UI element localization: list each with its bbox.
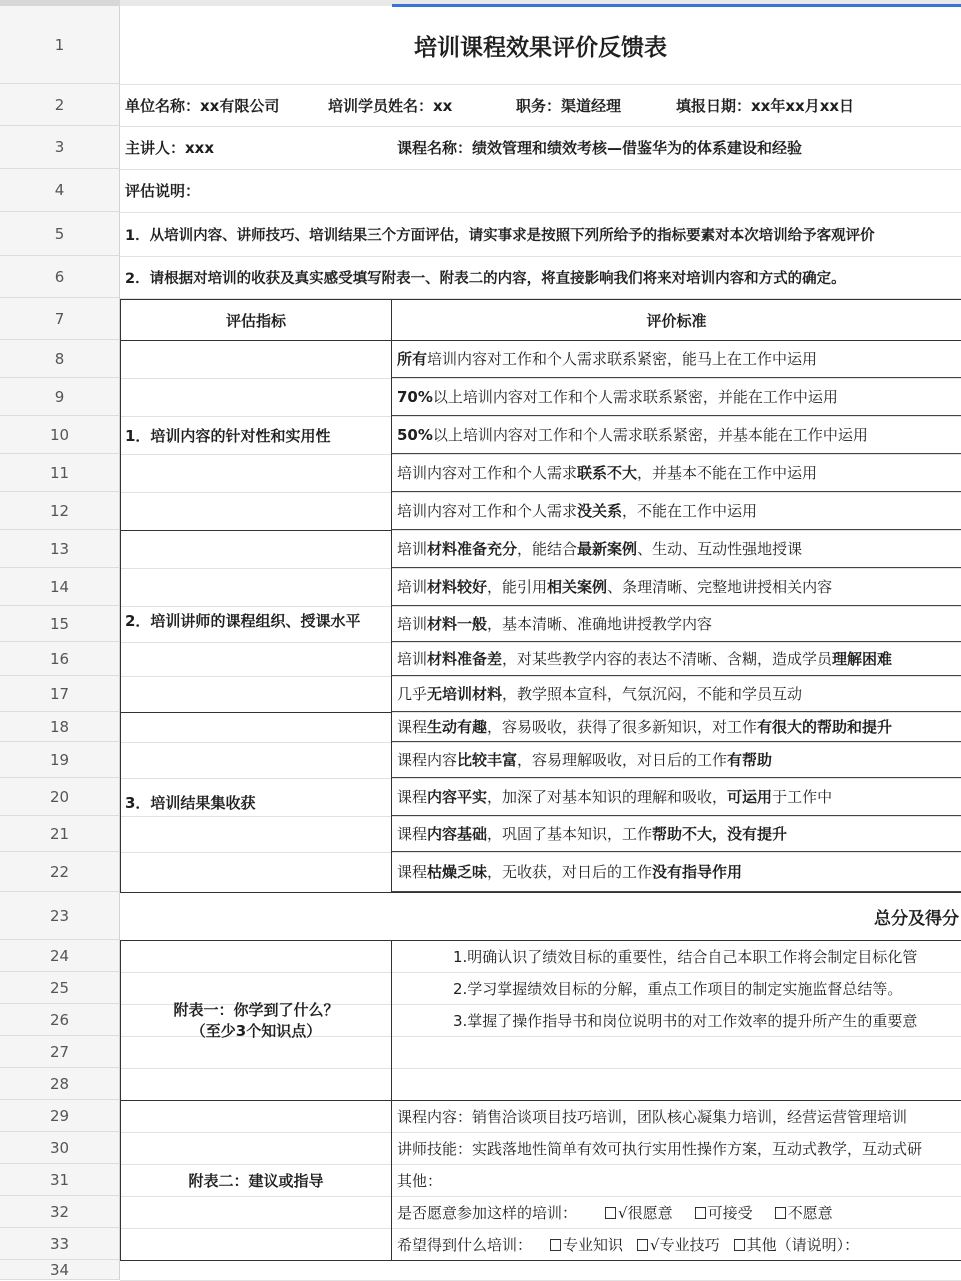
lecturer-skill-suggestion[interactable]: 讲师技能：实践落地性简单有效可执行实用性操作方案，互动式教学，互动式研 <box>397 1139 923 1158</box>
criteria-text: 50% <box>397 425 433 444</box>
row-header[interactable]: 30 <box>0 1132 120 1164</box>
criteria-cell[interactable] <box>392 816 961 852</box>
trainee-name[interactable]: 培训学员姓名：xx <box>328 96 453 115</box>
criteria-text: 课程 <box>397 863 428 881</box>
appendix-1-item-4[interactable] <box>392 1036 961 1068</box>
hope-option-1[interactable] <box>550 1234 623 1255</box>
appendix-1-title-line2: （至少3个知识点） <box>190 1022 322 1040</box>
table-border <box>120 940 961 941</box>
criteria-header: 评价标准 <box>646 311 707 330</box>
table-border <box>120 1100 961 1101</box>
criteria-text: ，容易吸收，获得了很多新知识，对工作 <box>487 718 758 736</box>
appendix-1-item-2[interactable]: 2.学习掌握绩效目标的分解，重点工作项目的制定实施监督总结等。 <box>453 979 903 998</box>
table-border <box>120 892 961 893</box>
criteria-text: 内容基础 <box>427 825 488 843</box>
criteria-cell[interactable] <box>392 606 961 642</box>
appendix-1-title[interactable] <box>120 940 392 1100</box>
row-header[interactable]: 10 <box>0 416 120 454</box>
other-suggestion[interactable]: 其他： <box>397 1171 443 1190</box>
table-border <box>120 530 392 531</box>
criteria-text: 生动有趣 <box>427 718 488 736</box>
table-border-top <box>120 299 961 300</box>
row-header[interactable]: 13 <box>0 530 120 568</box>
criteria-cell[interactable] <box>392 378 961 416</box>
criteria-text: 几乎 <box>397 685 428 703</box>
willing-row[interactable] <box>397 1196 961 1228</box>
hope-option-3[interactable] <box>734 1234 860 1255</box>
criteria-text: ，能结合 <box>517 540 578 558</box>
indicator-header: 评估指标 <box>225 311 286 330</box>
checkbox-icon <box>734 1239 745 1251</box>
criteria-text: 材料准备差 <box>427 650 503 668</box>
criteria-text: ，基本清晰、准确地讲授教学内容 <box>487 615 713 633</box>
row-header[interactable]: 1 <box>0 6 120 84</box>
row-header[interactable]: 4 <box>0 169 120 212</box>
criteria-cell[interactable] <box>392 416 961 454</box>
criteria-text: 以上培训内容对工作和个人需求联系紧密，并能在工作中运用 <box>432 388 838 406</box>
row-header[interactable]: 31 <box>0 1164 120 1196</box>
criteria-text: 培训内容对工作和个人需求 <box>397 464 578 482</box>
checkbox-icon <box>550 1239 561 1251</box>
criteria-cell[interactable] <box>392 568 961 606</box>
instructions-heading: 评估说明： <box>125 182 201 200</box>
row-header[interactable]: 18 <box>0 712 120 742</box>
hope-option-2-label: √专业技巧 <box>650 1235 720 1254</box>
criteria-text: 相关案例 <box>547 578 608 596</box>
criteria-cell[interactable] <box>392 778 961 816</box>
willing-option-1[interactable] <box>605 1202 673 1223</box>
row-header[interactable]: 19 <box>0 742 120 778</box>
criteria-text: 帮助不大，没有提升 <box>652 825 788 843</box>
row-header[interactable]: 14 <box>0 568 120 606</box>
criteria-text: ，加深了对基本知识的理解和吸收， <box>487 788 728 806</box>
course-name[interactable]: 课程名称：绩效管理和绩效考核—借鉴华为的体系建设和经验 <box>397 139 803 157</box>
appendix-2-title[interactable]: 附表二：建议或指导 <box>188 1171 324 1190</box>
table-border <box>120 712 392 713</box>
table-border-mid <box>391 940 392 1261</box>
criteria-cell[interactable] <box>392 642 961 676</box>
checkbox-icon <box>637 1239 648 1251</box>
criteria-text: 于工作中 <box>772 788 833 806</box>
row-header[interactable]: 9 <box>0 378 120 416</box>
criteria-text: 课程 <box>397 718 428 736</box>
table-border-left <box>120 299 121 893</box>
row-header[interactable]: 17 <box>0 676 120 712</box>
row-header[interactable]: 28 <box>0 1068 120 1100</box>
section-3-title[interactable]: 3．培训结果集收获 <box>125 793 256 812</box>
row-header[interactable]: 25 <box>0 972 120 1004</box>
criteria-text: 材料较好 <box>427 578 488 596</box>
willing-option-2[interactable] <box>695 1202 753 1223</box>
criteria-text: 、条理清晰、完整地讲授相关内容 <box>607 578 833 596</box>
criteria-text: 枯燥乏味 <box>427 863 488 881</box>
criteria-text: ，并基本不能在工作中运用 <box>637 464 818 482</box>
position[interactable]: 职务：渠道经理 <box>516 96 622 115</box>
criteria-text: 材料准备充分 <box>427 540 518 558</box>
willing-option-2-label: 可接受 <box>707 1203 753 1222</box>
criteria-text: ，无收获，对日后的工作 <box>487 863 653 881</box>
row-header[interactable]: 5 <box>0 212 120 256</box>
criteria-cell[interactable] <box>392 742 961 778</box>
row-header[interactable]: 2 <box>0 84 120 126</box>
criteria-text: 培训 <box>397 540 428 558</box>
criteria-text: ，能引用 <box>487 578 548 596</box>
criteria-text: ，对某些教学内容的表达不清晰、含糊，造成学员 <box>502 650 833 668</box>
willing-option-3-label: 不愿意 <box>787 1203 833 1222</box>
criteria-text: 培训 <box>397 615 428 633</box>
instruction-line-1[interactable]: 1．从培训内容、讲师技巧、培训结果三个方面评估，请实事求是按照下列所给予的指标要素对本次培训给予客观评价 <box>125 227 875 244</box>
criteria-text: 培训内容对工作和个人需求联系紧密，能马上在工作中运用 <box>427 350 818 368</box>
criteria-text: 课程 <box>397 825 428 843</box>
table-border-bottom <box>120 1260 961 1261</box>
willing-option-1-label: √很愿意 <box>618 1203 673 1222</box>
row-header[interactable]: 26 <box>0 1004 120 1036</box>
section-2-title[interactable]: 2．培训讲师的课程组织、授课水平 <box>125 612 361 630</box>
row-header[interactable]: 33 <box>0 1228 120 1260</box>
table-border-left <box>120 940 121 1261</box>
total-score-label[interactable]: 总分及得分 <box>874 908 959 929</box>
table-border <box>120 340 961 341</box>
section-1-title[interactable]: 1．培训内容的针对性和实用性 <box>125 426 331 445</box>
criteria-text: 有帮助 <box>727 751 773 769</box>
row-header[interactable]: 22 <box>0 852 120 892</box>
criteria-text: 比较丰富 <box>457 751 518 769</box>
criteria-text: 理解困难 <box>832 650 893 668</box>
criteria-text: 、生动、互动性强地授课 <box>637 540 803 558</box>
criteria-text: 有很大的帮助和提升 <box>757 718 893 736</box>
criteria-cell[interactable] <box>392 852 961 892</box>
appendix-1-item-3[interactable]: 3.掌握了操作指导书和岗位说明书的对工作效率的提升所产生的重要意 <box>453 1011 918 1030</box>
criteria-text: 材料一般 <box>427 615 488 633</box>
criteria-text: 培训 <box>397 578 428 596</box>
checkbox-icon <box>605 1207 616 1219</box>
fill-date[interactable]: 填报日期：xx年xx月xx日 <box>676 96 855 115</box>
hope-row[interactable] <box>397 1228 961 1260</box>
criteria-text: ，不能在工作中运用 <box>622 502 758 520</box>
checkbox-icon <box>775 1207 786 1219</box>
criteria-text: 无培训材料 <box>427 685 503 703</box>
row-header[interactable]: 20 <box>0 778 120 816</box>
row-header[interactable]: 21 <box>0 816 120 852</box>
criteria-text: ，容易理解吸收，对日后的工作 <box>517 751 728 769</box>
row-header[interactable]: 23 <box>0 892 120 940</box>
criteria-text: ，教学照本宣科，气氛沉闷，不能和学员互动 <box>502 685 803 703</box>
criteria-cell[interactable] <box>392 676 961 712</box>
hope-option-1-label: 专业知识 <box>563 1235 624 1254</box>
row-header[interactable]: 34 <box>0 1260 120 1280</box>
criteria-cell[interactable] <box>392 454 961 492</box>
criteria-text: 联系不大 <box>577 464 638 482</box>
course-content-suggestion[interactable]: 课程内容：销售洽谈项目技巧培训，团队核心凝集力培训，经营运营管理培训 <box>397 1107 908 1126</box>
criteria-text: 没关系 <box>577 502 623 520</box>
criteria-text: 没有指导作用 <box>652 863 743 881</box>
criteria-text: 最新案例 <box>577 540 638 558</box>
row-header[interactable]: 32 <box>0 1196 120 1228</box>
row-header[interactable]: 27 <box>0 1036 120 1068</box>
criteria-cell[interactable] <box>392 530 961 568</box>
unit-name[interactable]: 单位名称：xx有限公司 <box>125 96 280 115</box>
criteria-cell[interactable] <box>392 340 961 378</box>
row-header[interactable]: 15 <box>0 606 120 642</box>
hope-option-2[interactable] <box>637 1234 720 1255</box>
page-title: 培训课程效果评价反馈表 <box>414 34 667 61</box>
lecturer[interactable]: 主讲人：xxx <box>125 139 215 157</box>
criteria-text: 内容平实 <box>427 788 488 806</box>
row-header[interactable]: 6 <box>0 256 120 298</box>
criteria-text: 70% <box>397 387 433 406</box>
criteria-text: 培训 <box>397 650 428 668</box>
criteria-text: 培训内容对工作和个人需求 <box>397 502 578 520</box>
row-header[interactable]: 12 <box>0 492 120 530</box>
appendix-1-title-line1: 附表一：你学到了什么？ <box>173 1001 339 1019</box>
row-header[interactable]: 16 <box>0 642 120 676</box>
criteria-text: 课程 <box>397 788 428 806</box>
row-header[interactable]: 11 <box>0 454 120 492</box>
criteria-cell[interactable] <box>392 492 961 530</box>
willing-option-3[interactable] <box>775 1202 833 1223</box>
instruction-line-2[interactable]: 2．请根据对培训的收获及真实感受填写附表一、附表二的内容，将直接影响我们将来对培训内容和方式的确定。 <box>125 270 846 287</box>
criteria-text: 可运用 <box>727 788 773 806</box>
row-header[interactable]: 3 <box>0 126 120 169</box>
willing-label: 是否愿意参加这样的培训： <box>397 1203 578 1222</box>
table-border-mid <box>391 299 392 893</box>
hope-label: 希望得到什么培训： <box>397 1235 533 1254</box>
criteria-text: ，巩固了基本知识，工作 <box>487 825 653 843</box>
appendix-1-item-5[interactable] <box>392 1068 961 1100</box>
row-header[interactable]: 29 <box>0 1100 120 1132</box>
criteria-text: 以上培训内容对工作和个人需求联系紧密，并基本能在工作中运用 <box>432 426 868 444</box>
checkbox-icon <box>695 1207 706 1219</box>
row-header[interactable]: 24 <box>0 940 120 972</box>
criteria-text: 所有 <box>397 350 428 368</box>
hope-option-3-label: 其他（请说明）： <box>746 1235 860 1254</box>
appendix-1-item-1[interactable]: 1.明确认识了绩效目标的重要性，结合自己本职工作将会制定目标化管 <box>453 947 918 966</box>
criteria-cell[interactable] <box>392 712 961 742</box>
row-header[interactable]: 7 <box>0 298 120 340</box>
criteria-text: 课程内容 <box>397 751 458 769</box>
row-header[interactable]: 8 <box>0 340 120 378</box>
